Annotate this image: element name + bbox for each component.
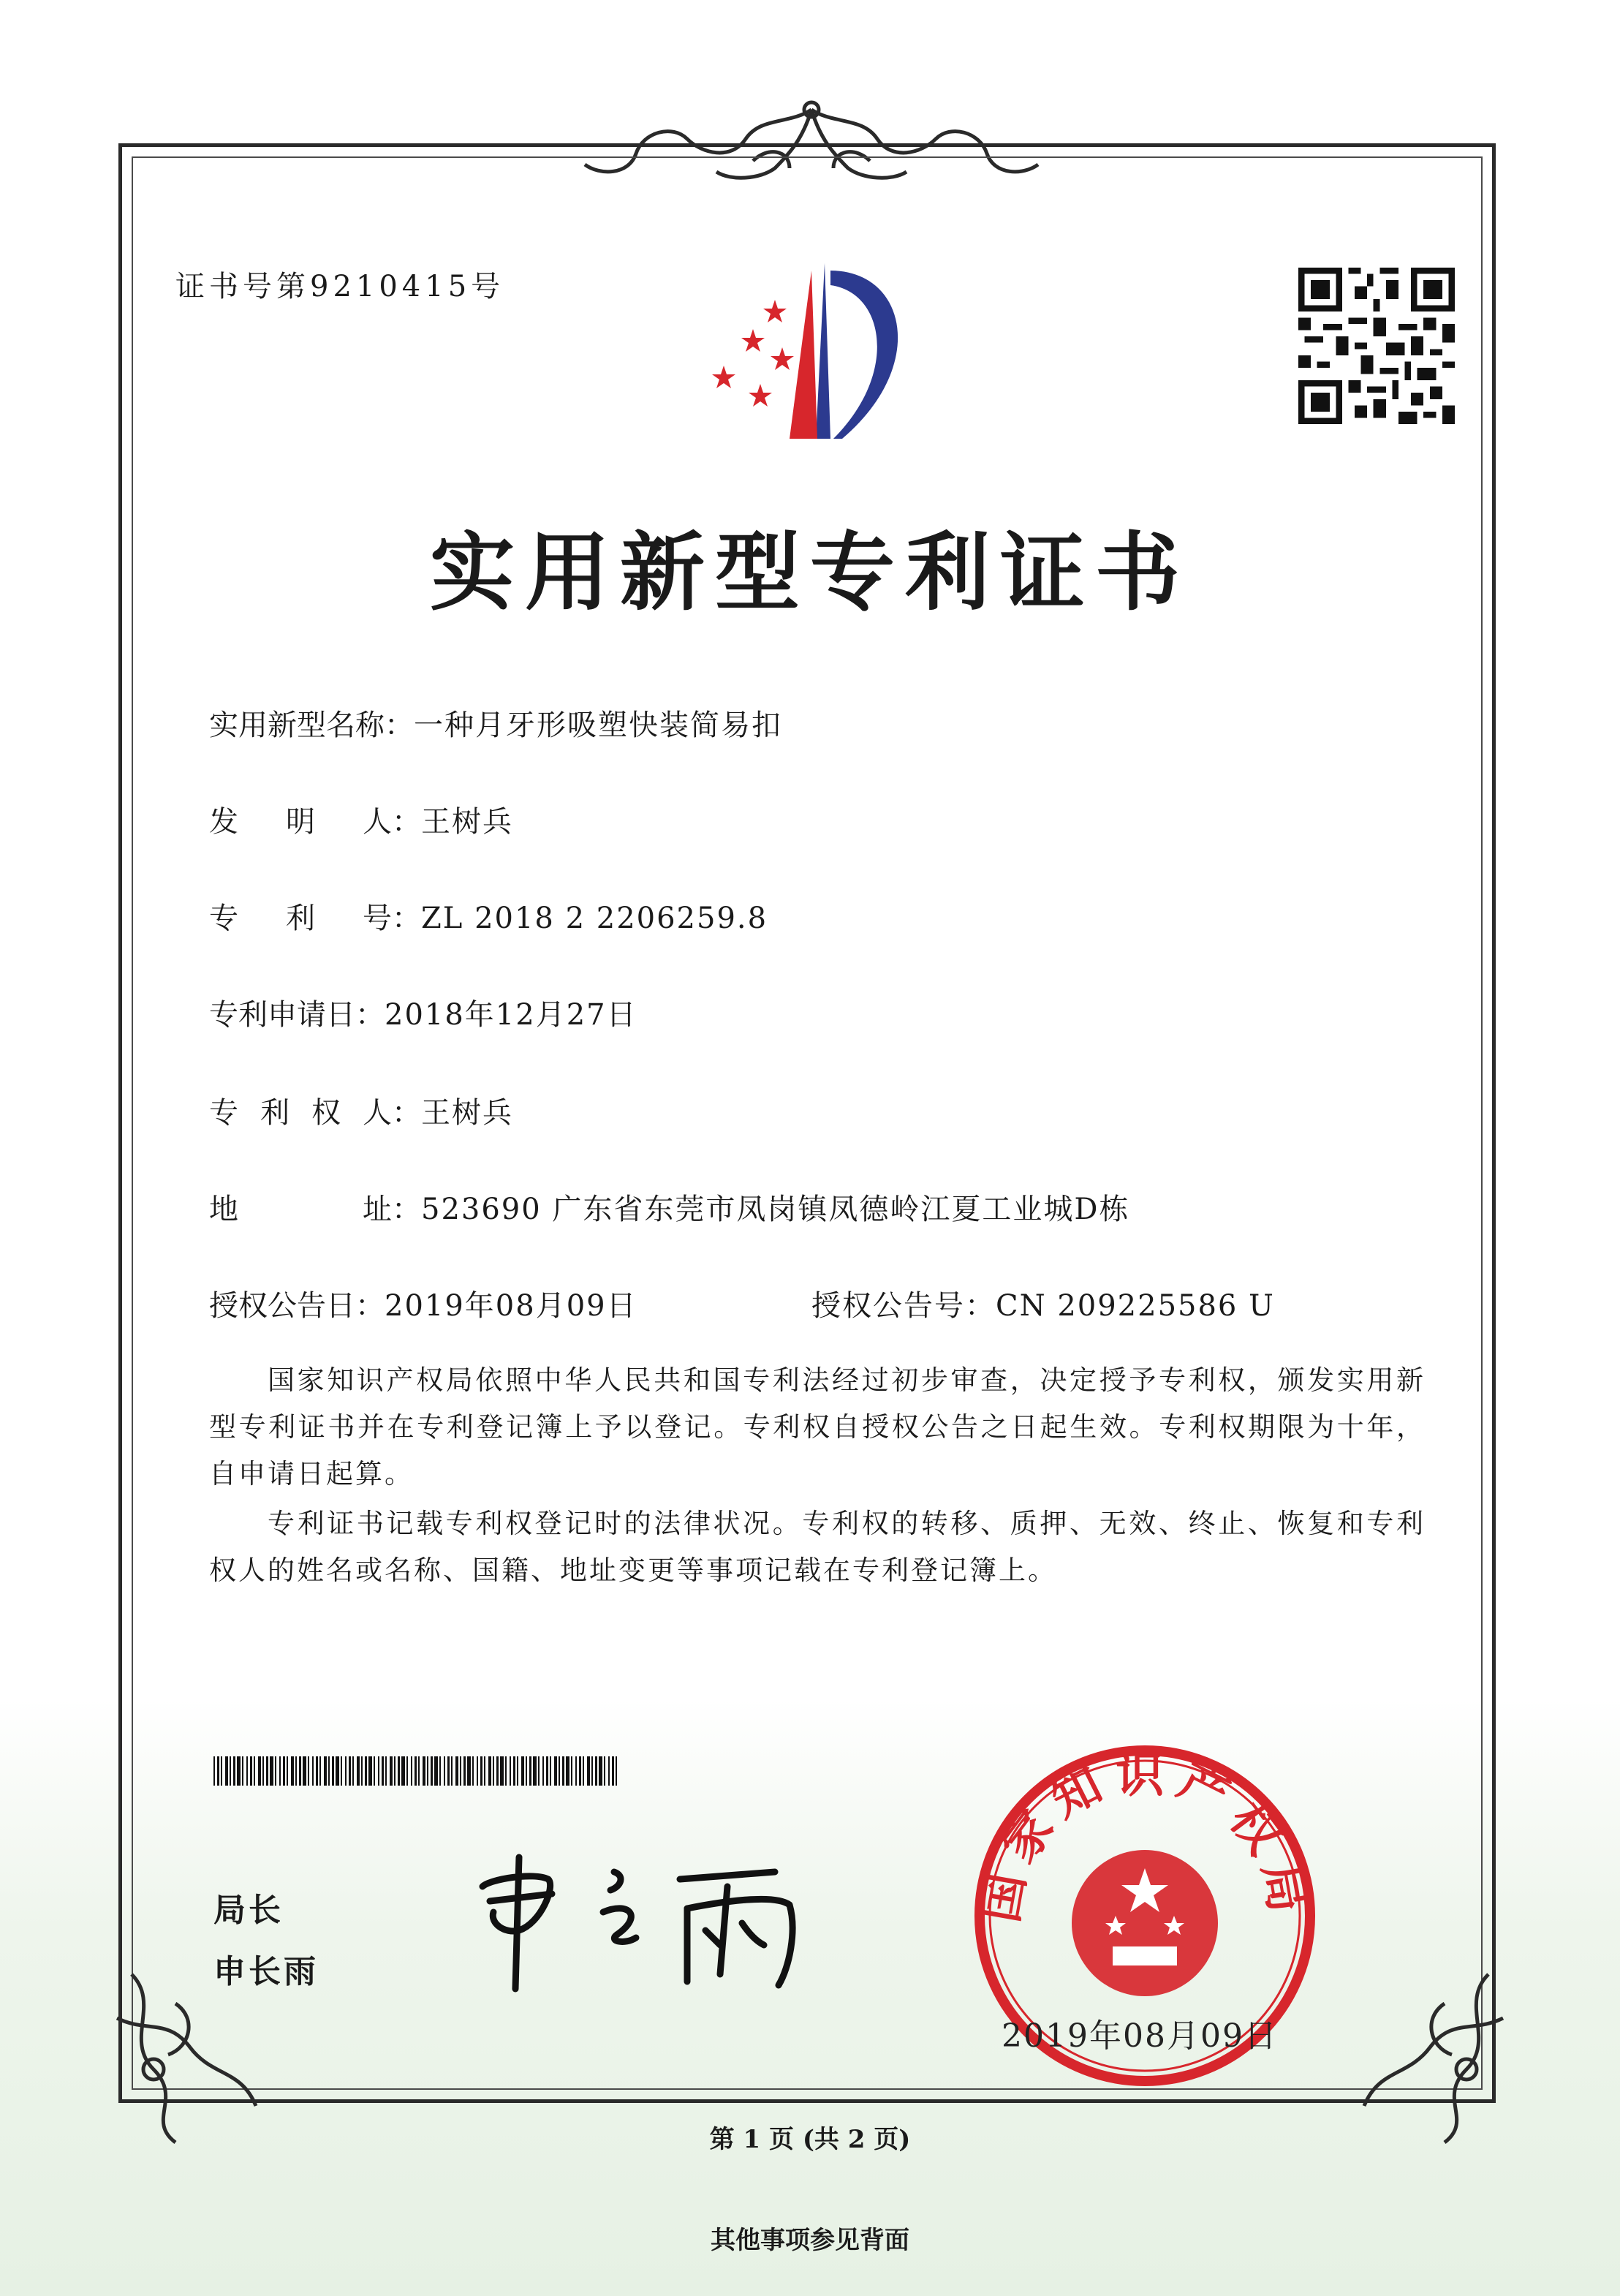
barcode-icon [213,1756,623,1786]
seal-date: 2019年08月09日 [1002,2017,1278,2055]
label-char: 利 [260,1096,289,1130]
field-label: 授权公告号： [811,1289,996,1323]
field-address [209,1186,1129,1228]
field-label [209,895,392,937]
director-title: 局长 [213,1892,284,1929]
field-application-date [209,992,637,1033]
label-char: 利 [286,902,315,935]
label-colon: ： [392,902,421,935]
field-label [209,1090,392,1131]
back-note: 其他事项参见背面 [711,2226,909,2255]
qr-code-icon [1298,268,1455,424]
seal-text: 国家知识产权局 [971,1746,1319,1927]
certificate-title: 实用新型专利证书 [430,523,1190,622]
field-label: 实用新型名称： [209,709,414,742]
field-grant-date [209,1283,637,1324]
field-inventor [209,798,513,840]
field-label [209,798,392,840]
field-value: 一种月牙形吸塑快装简易扣 [414,709,782,742]
label-char: 址 [363,1193,392,1226]
field-label [209,1186,392,1228]
label-colon: ： [392,1096,421,1130]
field-patentee [209,1090,513,1131]
label-char: 地 [209,1193,238,1226]
label-colon: ： [392,805,421,839]
label-char: 专 [209,1096,238,1130]
label-char: 人 [363,805,392,839]
label-char: 专 [209,902,238,935]
label-char: 权 [311,1096,341,1130]
statement-paragraph-2: 专利证书记载专利权登记时的法律状况。专利权的转移、质押、无效、终止、恢复和专利权人的姓名或名称、国籍、地址变更等事项记载在专利登记簿上。 [209,1508,1426,1586]
certificate-number: 证书号第9210415号 [175,270,505,303]
label-char: 号 [363,902,392,935]
field-grant-publication-number [811,1283,1275,1324]
field-value: CN 209225586 U [996,1289,1275,1323]
label-colon: ： [392,1193,421,1226]
cnipa-logo-icon [687,256,950,453]
statement-paragraph-1: 国家知识产权局依照中华人民共和国专利法经过初步审查，决定授予专利权，颁发实用新型专利证书并在专利登记簿上予以登记。专利权自授权公告之日起生效。专利权期限为十年，自申请日起算。 [209,1364,1426,1489]
field-value: 王树兵 [421,805,513,839]
field-value: ZL 2018 2 2206259.8 [421,902,768,935]
field-value: 王树兵 [421,1096,513,1130]
label-char: 人 [363,1096,392,1130]
field-value: 523690 广东省东莞市凤岗镇凤德岭江夏工业城D栋 [421,1193,1130,1226]
field-utility-model-name [209,702,782,744]
signature-icon [468,1843,848,2004]
label-char: 明 [286,805,315,839]
field-value: 2019年08月09日 [385,1289,637,1323]
field-label: 专利申请日： [209,998,385,1032]
page-indicator: 第 1 页 (共 2 页) [709,2125,911,2154]
director-name: 申长雨 [213,1953,319,1990]
field-patent-number [209,895,768,937]
field-value: 2018年12月27日 [385,998,637,1032]
field-label: 授权公告日： [209,1289,385,1323]
label-char: 发 [209,805,238,839]
